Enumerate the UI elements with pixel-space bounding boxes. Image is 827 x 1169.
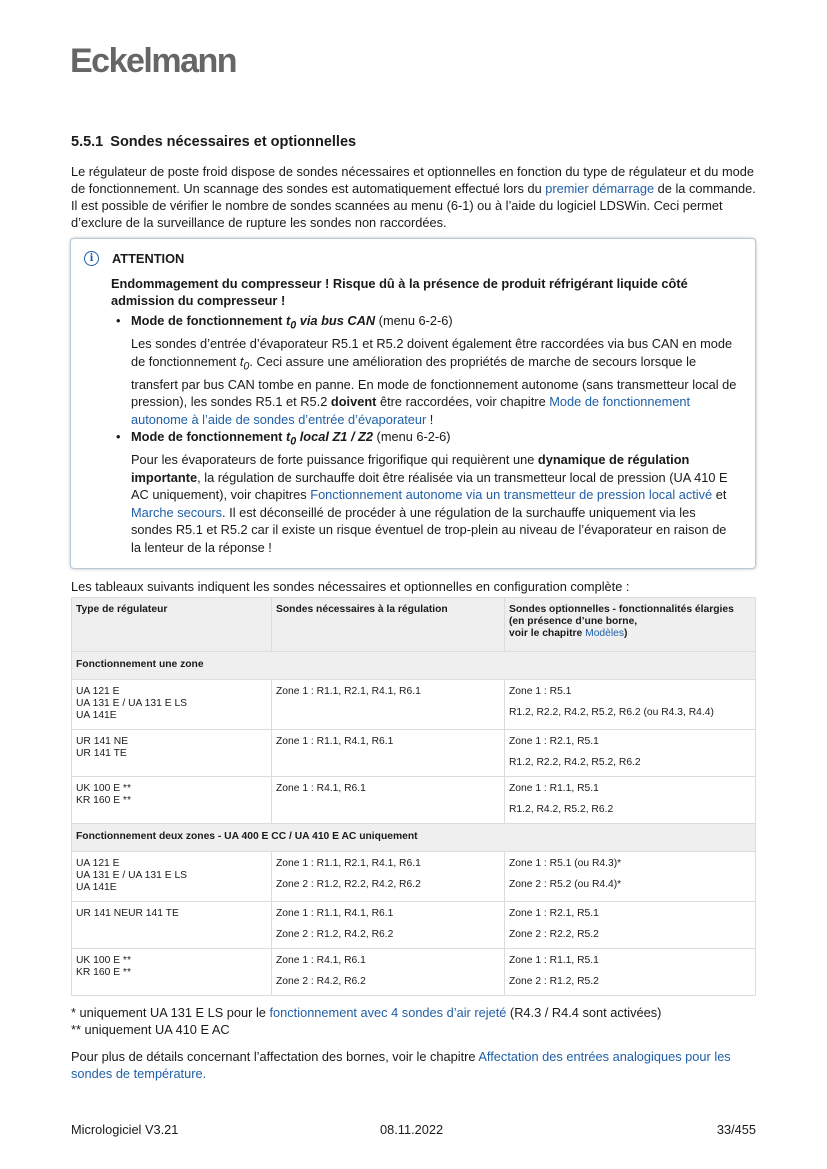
cell-required bbox=[272, 680, 505, 730]
cell-line: Zone 2 : R1.2, R4.2, R6.2 bbox=[276, 929, 394, 941]
attention-header bbox=[83, 251, 739, 266]
cell-line: Zone 2 : R5.2 (ou R4.4)* bbox=[509, 879, 622, 891]
attention-heading: ATTENTION bbox=[112, 251, 185, 266]
cell-line: UA 131 E / UA 131 E LS bbox=[76, 870, 188, 882]
attention-item-can: • Mode de fonctionnement $t_0$ via bus CAN (menu 6-2-6) Les sondes d’entrée d’évaporateur R5.1 et R5.2 doivent également être raccordées via bus CAN en mode de fonctionnement $t_0$. Ceci assure une amélioration des propriétés de marche de secours lorsque le transfert par bus CAN tombe en panne. En mode de fonctionnement autonome (sans transmetteur local de pression), les sondes R5.1 et R5.2 doivent être raccordées, voir chapitre Mode de fonctionnement autonome à l’aide de sondes d’entrée d’évaporateur ! bbox=[116, 313, 737, 427]
cell-optional bbox=[505, 680, 756, 730]
cell-line: KR 160 E ** bbox=[76, 795, 131, 807]
footer-page: 33/455 bbox=[716, 1122, 756, 1137]
brand-logo: Eckelmann bbox=[70, 42, 237, 80]
footer-date: 08.11.2022 bbox=[380, 1122, 444, 1137]
cell-line: R1.2, R2.2, R4.2, R5.2, R6.2 bbox=[509, 757, 641, 769]
cell-type bbox=[72, 902, 272, 949]
cell-line: R1.2, R2.2, R4.2, R5.2, R6.2 (ou R4.3, R4.4) bbox=[509, 707, 714, 719]
cell-type bbox=[72, 777, 272, 824]
footnotes bbox=[71, 1004, 756, 1038]
cell-required bbox=[272, 902, 505, 949]
cell-line: UA 121 E bbox=[76, 686, 120, 698]
cell-required bbox=[272, 949, 505, 996]
intro-paragraph bbox=[71, 163, 756, 231]
bullet-icon: • bbox=[116, 429, 121, 445]
section-label: Fonctionnement deux zones - UA 400 E CC / UA 410 E AC uniquement bbox=[72, 824, 756, 852]
cell-optional bbox=[505, 949, 756, 996]
sensor-table bbox=[71, 597, 756, 996]
cell-line: UR 141 TE bbox=[76, 748, 127, 760]
cell-line: Zone 1 : R4.1, R6.1 bbox=[276, 783, 366, 795]
cell-optional bbox=[505, 902, 756, 949]
cell-line: Zone 1 : R1.1, R2.1, R4.1, R6.1 bbox=[276, 858, 421, 870]
table-section-row bbox=[72, 652, 756, 680]
cell-line: Zone 1 : R1.1, R4.1, R6.1 bbox=[276, 908, 394, 920]
link-fonctionnement-autonome[interactable]: Fonctionnement autonome via un transmetteur de pression local activé bbox=[310, 487, 713, 503]
link-affectation[interactable]: Affectation des entrées analogiques pour les sondes de température. bbox=[71, 1049, 731, 1082]
cell-line: Zone 1 : R5.1 (ou R4.3)* bbox=[509, 858, 622, 870]
header-optional: Sondes optionnelles - fonctionnalités élargies (en présence d’une borne, voir le chapitre Modèles) bbox=[505, 598, 756, 652]
cell-line: Zone 2 : R4.2, R6.2 bbox=[276, 976, 366, 988]
table-row bbox=[72, 680, 756, 730]
footnote-1: * uniquement UA 131 E LS pour le fonctionnement avec 4 sondes d’air rejeté (R4.3 / R4.4 sont activées) bbox=[71, 1005, 662, 1021]
footer-firmware: Micrologiciel V3.21 bbox=[71, 1122, 179, 1137]
cell-line: R1.2, R4.2, R5.2, R6.2 bbox=[509, 804, 614, 816]
cell-line: Zone 1 : R2.1, R5.1 bbox=[509, 908, 599, 920]
cell-line: UA 141E bbox=[76, 710, 117, 722]
cell-line: Zone 2 : R1.2, R2.2, R4.2, R6.2 bbox=[276, 879, 421, 891]
table-section-row bbox=[72, 824, 756, 852]
section-title: Sondes nécessaires et optionnelles bbox=[110, 134, 357, 150]
attention-box bbox=[70, 238, 756, 569]
item-title: Mode de fonctionnement $t_0$ local Z1 / Z2 bbox=[131, 429, 373, 448]
table-row bbox=[72, 902, 756, 949]
footnote-2: ** uniquement UA 410 E AC bbox=[71, 1022, 230, 1038]
table-row bbox=[72, 730, 756, 777]
attention-item-local: • Mode de fonctionnement $t_0$ local Z1 / Z2 (menu 6-2-6) Pour les évaporateurs de forte puissance frigorifique qui requièrent une dynamique de régulation importante, la régulation de surchauffe doit être réalisée via un transmetteur local de pression (UA 410 E AC uniquement), voir chapitres Fonctionnement autonome via un transmetteur de pression local activé et Marche secours. Il est déconseillé de procéder à une régulation de la surchauffe uniquement via les sondes R5.1 et R5.2 car il existe un risque éventuel de trop-plein au niveau de l’évaporateur en raison de la lenteur de la réponse ! bbox=[116, 429, 728, 555]
table-body bbox=[72, 652, 756, 996]
cell-line: UR 141 NEUR 141 TE bbox=[76, 908, 179, 920]
cell-line: Zone 1 : R1.1, R2.1, R4.1, R6.1 bbox=[276, 686, 421, 698]
header-type: Type de régulateur bbox=[72, 598, 272, 652]
cell-line: Zone 1 : R4.1, R6.1 bbox=[276, 955, 366, 967]
cell-type bbox=[72, 852, 272, 902]
header-required: Sondes nécessaires à la régulation bbox=[272, 598, 505, 652]
cell-line: UA 141E bbox=[76, 882, 117, 894]
cell-line: UA 131 E / UA 131 E LS bbox=[76, 698, 188, 710]
item-title: Mode de fonctionnement $t_0$ via bus CAN bbox=[131, 313, 376, 332]
bullet-icon: • bbox=[116, 313, 121, 328]
intro-text-1: Le régulateur de poste froid dispose de sondes nécessaires et optionnelles en fonction du type de régulateur et du mode de fonctionnement. Un scannage des sondes est automatiquement effectué lors du bbox=[71, 164, 754, 196]
section-heading bbox=[71, 134, 756, 150]
cell-optional bbox=[505, 777, 756, 824]
intro-text-2: de la commande. Il est possible de vérifier le nombre de sondes scannées au menu (6-1) ou à l’aide du logiciel LDSWin. Ceci permet d’exclure de la surveillance de rupture les sondes non raccordées. bbox=[71, 181, 756, 230]
cell-type bbox=[72, 730, 272, 777]
table-intro: Les tableaux suivants indiquent les sondes nécessaires et optionnelles en configuration complète : bbox=[71, 579, 630, 595]
attention-lead: Endommagement du compresseur ! Risque dû à la présence de produit réfrigérant liquide côté admission du compresseur ! bbox=[111, 276, 688, 308]
link-mode-autonome[interactable]: Mode de fonctionnement autonome à l’aide de sondes d’entrée d’évaporateur bbox=[131, 394, 691, 427]
item-menu: (menu 6-2-6) bbox=[373, 429, 451, 445]
attention-body bbox=[111, 275, 739, 556]
cell-line: Zone 1 : R1.1, R5.1 bbox=[509, 783, 599, 795]
cell-line: UK 100 E ** bbox=[76, 783, 131, 795]
main-content bbox=[71, 134, 756, 1082]
cell-optional bbox=[505, 730, 756, 777]
cell-line: UR 141 NE bbox=[76, 736, 129, 748]
attention-list bbox=[111, 312, 739, 556]
table-row bbox=[72, 852, 756, 902]
link-premier-demarrage[interactable]: premier démarrage bbox=[545, 181, 655, 196]
final-paragraph: Pour plus de détails concernant l’affectation des bornes, voir le chapitre Affectation des entrées analogiques pour les sondes de température. bbox=[71, 1049, 731, 1082]
cell-line: Zone 2 : R2.2, R5.2 bbox=[509, 929, 599, 941]
table-header-row bbox=[72, 598, 756, 652]
cell-line: UA 121 E bbox=[76, 858, 120, 870]
section-number: 5.5.1 bbox=[71, 134, 104, 150]
cell-required bbox=[272, 777, 505, 824]
cell-required bbox=[272, 852, 505, 902]
link-modeles[interactable]: Modèles bbox=[585, 628, 625, 640]
cell-line: UK 100 E ** bbox=[76, 955, 131, 967]
link-4-sondes[interactable]: fonctionnement avec 4 sondes d’air rejeté bbox=[269, 1005, 507, 1021]
link-marche-secours[interactable]: Marche secours bbox=[131, 504, 223, 520]
cell-line: Zone 1 : R1.1, R4.1, R6.1 bbox=[276, 736, 394, 748]
info-icon: i bbox=[84, 251, 99, 266]
cell-type bbox=[72, 949, 272, 996]
cell-line: KR 160 E ** bbox=[76, 967, 131, 979]
cell-line: Zone 2 : R1.2, R5.2 bbox=[509, 976, 599, 988]
table-row bbox=[72, 949, 756, 996]
table-row bbox=[72, 777, 756, 824]
section-label: Fonctionnement une zone bbox=[72, 652, 756, 680]
cell-line: Zone 1 : R2.1, R5.1 bbox=[509, 736, 599, 748]
cell-type bbox=[72, 680, 272, 730]
cell-required bbox=[272, 730, 505, 777]
cell-line: Zone 1 : R1.1, R5.1 bbox=[509, 955, 599, 967]
item-menu: (menu 6-2-6) bbox=[375, 313, 453, 328]
cell-optional bbox=[505, 852, 756, 902]
cell-line: Zone 1 : R5.1 bbox=[509, 686, 572, 698]
